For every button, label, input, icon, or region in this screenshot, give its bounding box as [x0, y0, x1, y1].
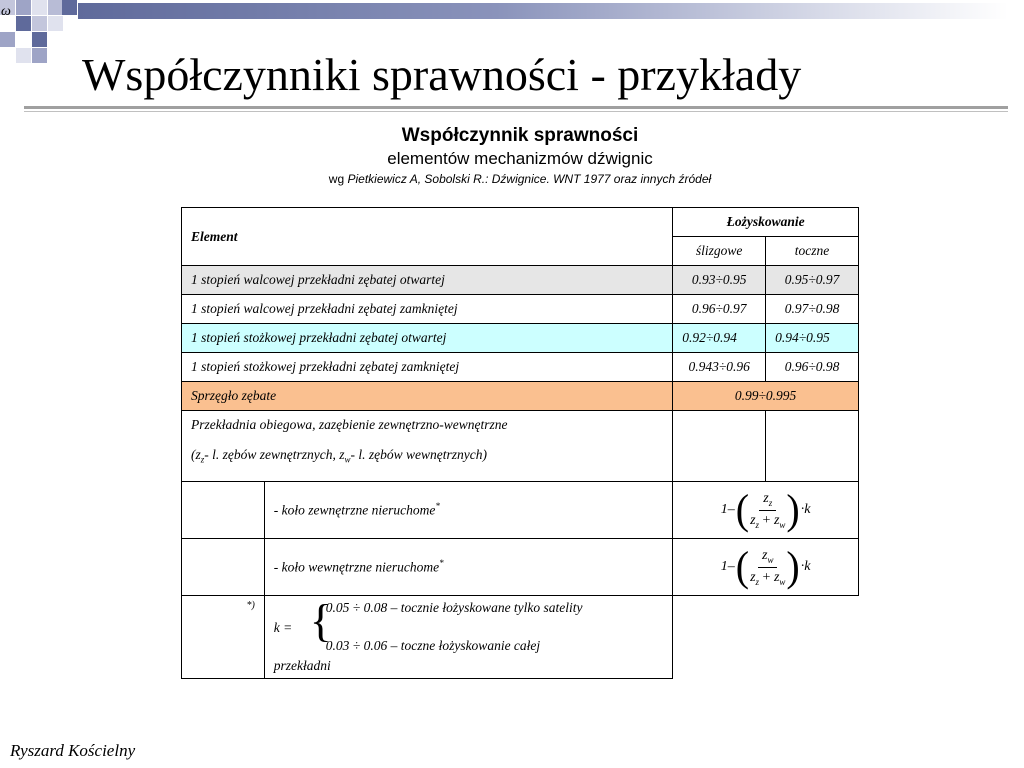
planetary-sliding-empty: [673, 411, 766, 482]
header-element: Element: [182, 208, 673, 266]
coupling-element: Sprzęgło zębate: [182, 382, 673, 411]
row-sliding: 0.96÷0.97: [673, 295, 766, 324]
table-row-fixed-internal: [182, 539, 859, 596]
table-header-row: [182, 208, 859, 237]
table-row: [182, 266, 859, 295]
row-rolling: 0.96÷0.98: [766, 353, 859, 382]
table-row-planetary: [182, 411, 859, 482]
blank-cell: [182, 482, 265, 539]
row-element: 1 stopień walcowej przekładni zębatej zamkniętej: [182, 295, 673, 324]
note-line2: 0.03 ÷ 0.06 – toczne łożyskowanie całej: [325, 638, 541, 653]
coupling-value: 0.99÷0.995: [673, 382, 859, 411]
caption-source: [180, 170, 860, 188]
slide-title: Współczynniki sprawności - przykłady: [82, 49, 802, 100]
note-empty: [673, 596, 859, 679]
title-rule: [24, 106, 1008, 109]
planetary-rolling-empty: [766, 411, 859, 482]
fixed-external-formula: 1– ( $\frac{z_z}{z_z + z_w}$ ) ·k: [673, 482, 859, 539]
note-k-label: k =: [273, 620, 293, 635]
row-sliding: 0.93÷0.95: [673, 266, 766, 295]
caption-sub: elementów mechanizmów dźwignic: [387, 149, 653, 168]
fixed-internal-label: - koło wewnętrzne nieruchome*: [264, 539, 672, 596]
note-brace: {: [309, 595, 332, 646]
row-element: 1 stopień stożkowej przekładni zębatej otwartej: [182, 324, 673, 353]
note-marker: *): [246, 600, 255, 611]
table-row-coupling: [182, 382, 859, 411]
row-rolling: 0.95÷0.97: [766, 266, 859, 295]
header-sliding: ślizgowe: [673, 237, 766, 266]
note-cell: [264, 596, 672, 679]
row-sliding: 0.92÷0.94: [673, 324, 766, 353]
row-sliding: 0.943÷0.96: [673, 353, 766, 382]
note-line1: 0.05 ÷ 0.08 – tocznie łożyskowane tylko satelity: [325, 600, 583, 615]
planetary-line2: ($z_z-$ l. zębów zewnętrznych, $z_w-$ l. zębów wewnętrznych): [191, 447, 487, 465]
efficiency-table: [181, 207, 859, 679]
fixed-internal-formula: 1– ( $\frac{z_w}{z_z + z_w}$ ) ·k: [673, 539, 859, 596]
table-row: [182, 295, 859, 324]
table-row-note: [182, 596, 859, 679]
fixed-external-label: - koło zewnętrzne nieruchome*: [264, 482, 672, 539]
blank-cell: [182, 539, 265, 596]
row-element: 1 stopień walcowej przekładni zębatej otwartej: [182, 266, 673, 295]
table-caption: [180, 124, 860, 188]
note-marker-cell: [182, 596, 265, 679]
note-line3: przekładni: [273, 658, 331, 673]
author-footer: Ryszard Kościelny: [10, 741, 136, 760]
header-bearings: Łożyskowanie: [673, 208, 859, 237]
planetary-line1: Przekładnia obiegowa, zazębienie zewnętrzno-wewnętrzne: [191, 417, 508, 432]
row-rolling: 0.97÷0.98: [766, 295, 859, 324]
caption-source-prefix: wg: [328, 172, 348, 186]
planetary-description: [182, 411, 673, 482]
title-rule-thin: [24, 111, 1008, 112]
caption-main: Współczynnik sprawności: [401, 125, 639, 146]
header-gradient-bar: [78, 3, 1008, 19]
omega-symbol: ω: [1, 4, 11, 19]
table-row: [182, 324, 859, 353]
caption-source-text: Pietkiewicz A, Sobolski R.: Dźwignice. WNT 1977 oraz innych źródeł: [347, 172, 712, 186]
table-row-fixed-external: [182, 482, 859, 539]
header-rolling: toczne: [766, 237, 859, 266]
table-row: [182, 353, 859, 382]
row-element: 1 stopień stożkowej przekładni zębatej zamkniętej: [182, 353, 673, 382]
row-rolling: 0.94÷0.95: [766, 324, 859, 353]
